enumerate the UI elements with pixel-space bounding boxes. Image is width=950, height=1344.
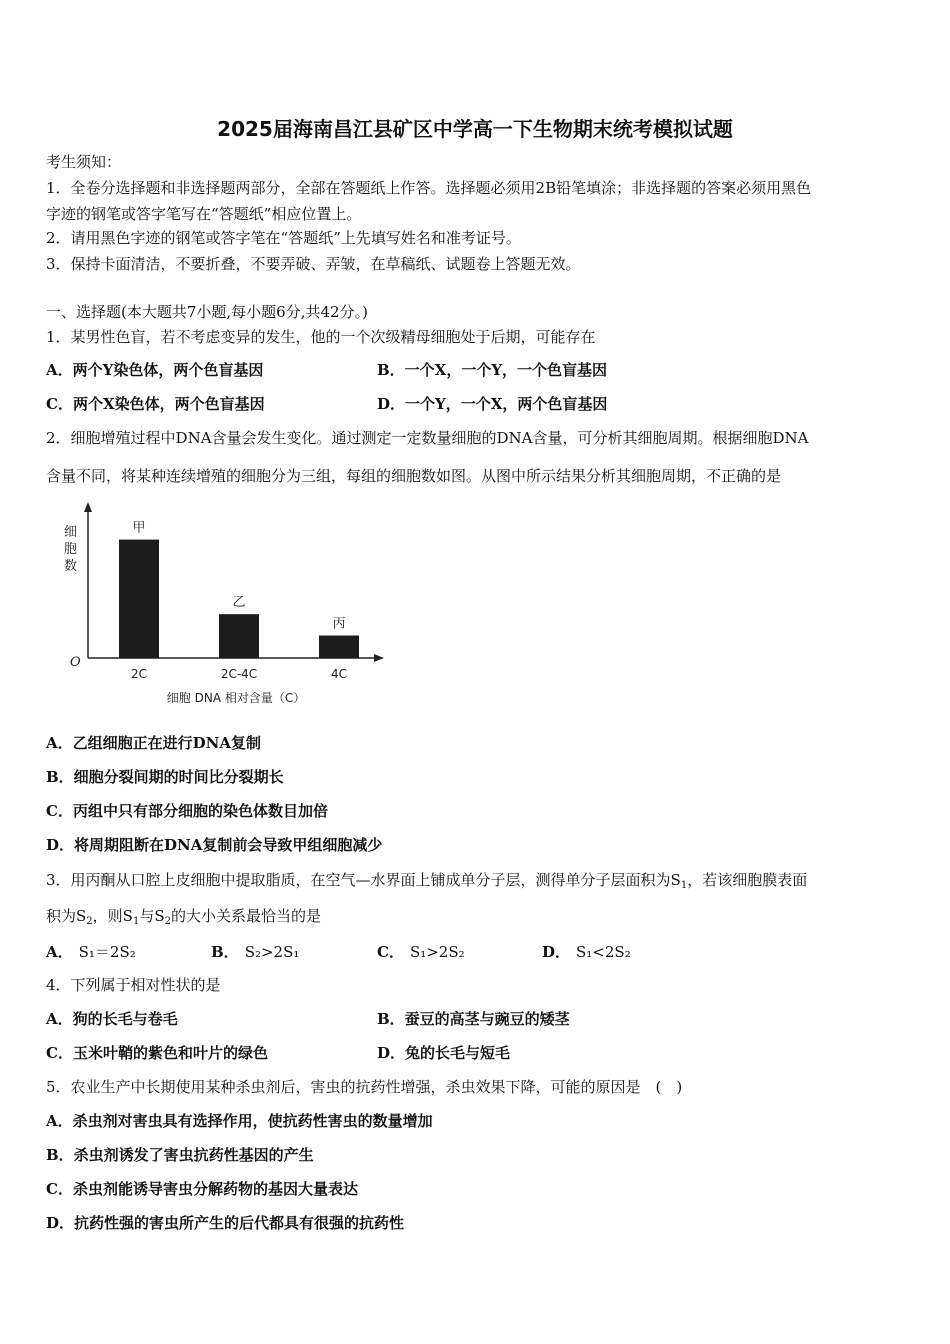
bar-4C: [319, 636, 359, 658]
q1-option-d: D．一个Y，一个X，两个色盲基因: [377, 395, 608, 413]
dna-content-bar-chart: [46, 498, 396, 710]
q5-stem: 5．农业生产中长期使用某种杀虫剂后，害虫的抗药性增强，杀虫效果下降，可能的原因是 ( ): [46, 1078, 683, 1096]
q1-stem: 1．某男性色盲，若不考虑变异的发生，他的一个次级精母细胞处于后期，可能存在: [46, 328, 596, 346]
q2-stem-line1: 2．细胞增殖过程中DNA含量会发生变化。通过测定一定数量细胞的DNA含量，可分析其细胞周期。根据细胞DNA: [46, 429, 809, 447]
q2-option-d: D．将周期阻断在DNA复制前会导致甲组细胞减少: [46, 836, 383, 854]
q1-option-b: B．一个X，一个Y，一个色盲基因: [377, 361, 608, 379]
q3-stem2-sub2: 1: [132, 916, 140, 927]
q4-option-b: B．蚕豆的高茎与豌豆的矮茎: [377, 1010, 570, 1028]
q5-option-a: A．杀虫剂对害虫具有选择作用，使抗药性害虫的数量增加: [46, 1112, 433, 1130]
bar-2C: [119, 540, 159, 658]
q3-option-d: [542, 942, 631, 962]
q4-option-d: D．兔的长毛与短毛: [377, 1044, 511, 1062]
q2-stem-line2: 含量不同，将某种连续增殖的细胞分为三组，每组的细胞数如图。从图中所示结果分析其细胞周期，不正确的是: [46, 467, 782, 485]
chart-labels: [64, 521, 347, 705]
q3-stem2-d: 的大小关系最恰当的是: [170, 907, 321, 925]
q3-option-c: [377, 942, 465, 962]
y-axis-label-char: 数: [64, 559, 78, 574]
q3-option-b: [211, 942, 299, 962]
x-axis-label: 细胞 DNA 相对含量（C）: [166, 691, 306, 705]
q5-option-b: B．杀虫剂诱发了害虫抗药性基因的产生: [46, 1146, 314, 1164]
q4-option-c: C．玉米叶鞘的紫色和叶片的绿色: [46, 1044, 268, 1062]
q3-option-a-text: S₁＝2S₂: [78, 943, 136, 961]
q1-option-a: A．两个Y染色体，两个色盲基因: [46, 361, 264, 379]
y-axis-label-char: 细: [64, 525, 78, 540]
bar-label: 甲: [132, 520, 146, 536]
q3-stem2-sub3: 2: [164, 916, 171, 927]
notice-item-1: 1．全卷分选择题和非选择题两部分，全部在答题纸上作答。选择题必须用2B铅笔填涂；非选择题的答案必须用黑色: [46, 179, 812, 197]
q1-option-c: C．两个X染色体，两个色盲基因: [46, 395, 265, 413]
notice-heading: 考生须知：: [46, 153, 122, 171]
q3-stem-line1: [46, 870, 807, 896]
q3-stem2-c: 与S: [139, 907, 165, 925]
q5-option-c: C．杀虫剂能诱导害虫分解药物的基因大量表达: [46, 1180, 358, 1198]
x-axis-arrow: [374, 654, 384, 662]
q3-option-d-key: D．: [542, 943, 571, 961]
page-title: 2025届海南昌江县矿区中学高一下生物期末统考模拟试题: [217, 117, 733, 141]
q3-sub-s1: 1: [680, 880, 688, 891]
x-tick-label: 2C-4C: [220, 667, 258, 681]
q2-option-c: C．丙组中只有部分细胞的染色体数目加倍: [46, 802, 328, 820]
q2-option-a: A．乙组细胞正在进行DNA复制: [46, 734, 261, 752]
q3-option-a-key: A．: [46, 943, 73, 961]
q3-option-b-key: B．: [211, 943, 239, 961]
q3-stem-line2: [46, 906, 321, 932]
q3-stem-text-a: 3．用丙酮从口腔上皮细胞中提取脂质，在空气—水界面上铺成单分子层，测得单分子层面积为S: [46, 871, 681, 889]
q3-stem-text-b: ，若该细胞膜表面: [687, 871, 808, 889]
x-tick-label: 2C: [130, 667, 148, 681]
bar-2C-4C: [219, 614, 259, 658]
notice-item-2: 2．请用黑色字迹的钢笔或答字笔在“答题纸”上先填写姓名和准考证号。: [46, 229, 521, 247]
q3-option-c-key: C．: [377, 943, 404, 961]
origin-label: O: [70, 655, 81, 670]
y-axis-arrow: [84, 502, 92, 512]
notice-item-1-cont: 字迹的钢笔或答字笔写在“答题纸”相应位置上。: [46, 205, 362, 223]
q3-stem2-a: 积为S: [46, 907, 87, 925]
bar-label: 乙: [232, 595, 246, 611]
q3-option-b-text: S₂>2S₁: [244, 943, 300, 961]
q2-option-b: B．细胞分裂间期的时间比分裂期长: [46, 768, 284, 786]
q3-stem2-b: ，则S: [92, 907, 133, 925]
q3-stem2-sub1: 2: [86, 916, 93, 927]
q3-option-c-text: S₁>2S₂: [409, 943, 465, 961]
y-axis-label-char: 胞: [64, 542, 78, 557]
q3-option-d-text: S₁<2S₂: [576, 943, 631, 961]
q3-option-a: [46, 942, 136, 962]
section-heading: 一、选择题(本大题共7小题,每小题6分,共42分。): [46, 303, 368, 321]
x-tick-label: 4C: [330, 667, 348, 681]
q4-stem: 4．下列属于相对性状的是: [46, 976, 221, 994]
chart-svg: [46, 498, 396, 710]
bar-label: 丙: [332, 616, 346, 632]
notice-item-3: 3．保持卡面清洁，不要折叠，不要弄破、弄皱，在草稿纸、试题卷上答题无效。: [46, 255, 581, 273]
q4-option-a: A．狗的长毛与卷毛: [46, 1010, 178, 1028]
q5-option-d: D．抗药性强的害虫所产生的后代都具有很强的抗药性: [46, 1214, 405, 1232]
